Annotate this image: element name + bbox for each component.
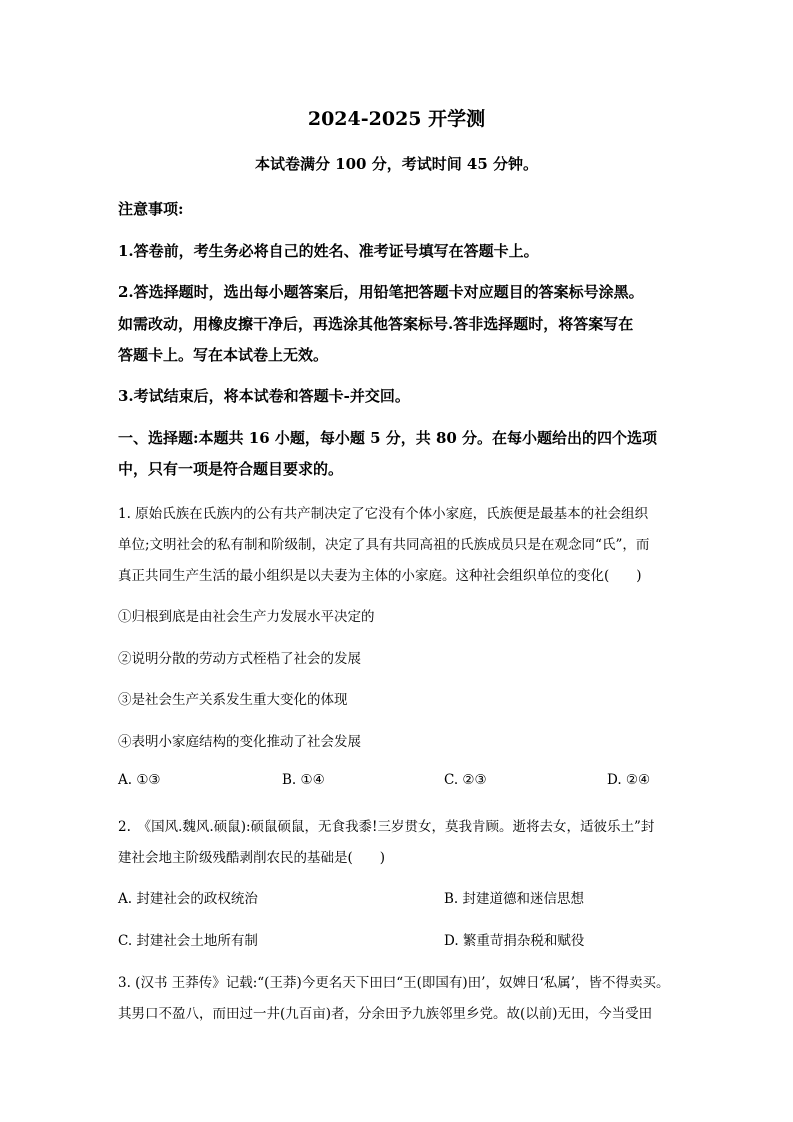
q2-stem-line-2: 建社会地主阶级残酷剥削农民的基础是( ) <box>118 850 386 866</box>
q1-option-c: C. ②③ <box>444 772 487 788</box>
q1-stem-line-2: 单位;文明社会的私有制和阶级制，决定了具有共同高祖的氏族成员只是在观念同“氏”，而 <box>118 537 650 553</box>
notice-item-2-line-2: 如需改动，用橡皮擦干净后，再选涂其他答案标号.答非选择题时，将答案写在 <box>118 315 634 333</box>
q2-option-c: C. 封建社会土地所有制 <box>118 933 258 949</box>
q3-stem-line-2: 其男口不盈八，而田过一井(九百亩)者，分余田予九族邻里乡党。故(以前)无田，今当受田 <box>118 1006 653 1022</box>
notice-item-1: 1.答卷前，考生务必将自己的姓名、准考证号填写在答题卡上。 <box>118 242 539 260</box>
q1-statement-3: ③是社会生产关系发生重大变化的体现 <box>118 692 348 708</box>
section-heading-line-2: 中，只有一项是符合题目要求的。 <box>118 460 344 478</box>
q3-stem-line-1: 3. (汉书 王莽传》记载:“(王莽)今更名天下田曰“王(即国有)田’，奴婢日‘私属’，皆不得卖买。 <box>118 975 670 991</box>
q1-statement-2: ②说明分散的劳动方式桎梏了社会的发展 <box>118 651 361 667</box>
q1-statement-4: ④表明小家庭结构的变化推动了社会发展 <box>118 734 361 750</box>
notice-item-2-line-1: 2.答选择题时，选出每小题答案后，用铅笔把答题卡对应题目的答案标号涂黑。 <box>118 283 644 301</box>
q1-option-b: B. ①④ <box>282 772 325 788</box>
q1-stem-line-3: 真正共同生产生活的最小组织是以夫妻为主体的小家庭。这种社会组织单位的变化( ) <box>118 568 642 584</box>
q2-option-b: B. 封建道德和迷信思想 <box>444 891 585 907</box>
q2-stem-line-1: 2. 《国风.魏风.硕鼠):硕鼠硕鼠，无食我黍!三岁贯女，莫我肯顾。逝将去女，适彼乐土”封 <box>118 819 655 835</box>
page-title: 2024-2025 开学测 <box>307 108 486 130</box>
exam-subtitle: 本试卷满分 100 分，考试时间 45 分钟。 <box>254 155 539 173</box>
notice-heading: 注意事项: <box>118 200 184 218</box>
notice-item-3: 3.考试结束后，将本试卷和答题卡-并交回。 <box>118 387 410 405</box>
q2-option-d: D. 繁重苛捐杂税和赋役 <box>444 933 585 949</box>
q1-stem-line-1: 1. 原始氏族在氏族内的公有共产制决定了它没有个体小家庭，氏族便是最基本的社会组织 <box>118 506 649 522</box>
q1-option-a: A. ①③ <box>118 772 161 788</box>
q1-statement-1: ①归根到底是由社会生产力发展水平决定的 <box>118 609 375 625</box>
notice-item-2-line-3: 答题卡上。写在本试卷上无效。 <box>118 346 329 364</box>
q2-option-a: A. 封建社会的政权统治 <box>118 891 258 907</box>
section-heading-line-1: 一、选择题:本题共 16 小题，每小题 5 分，共 80 分。在每小题给出的四个选项 <box>118 429 658 447</box>
q1-option-d: D. ②④ <box>607 772 651 788</box>
